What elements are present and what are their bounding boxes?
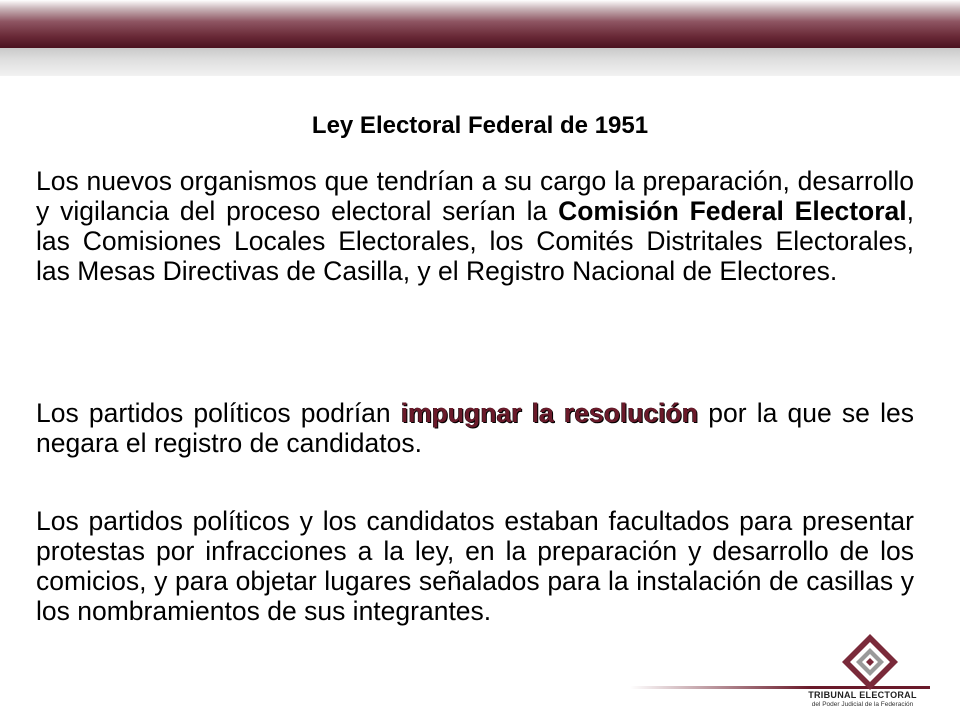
highlight-impugnar-resolucion: impugnar la resolución xyxy=(400,398,699,428)
paragraph-organismos xyxy=(36,166,914,286)
highlight-comision-federal-electoral: Comisión Federal Electoral xyxy=(558,196,907,226)
paragraph-impugnar-text-c: por la que se les negara el registro de candidatos. xyxy=(36,398,914,458)
logo-text-title: TRIBUNAL ELECTORAL xyxy=(808,690,917,700)
paragraph-impugnar-text-a: Los partidos políticos podrían xyxy=(36,398,401,428)
paragraph-organismos-text-c: , las Comisiones Locales Electorales, los Comités Distritales Electorales, las Mesas Directivas de Casilla, y el Registro Nacional de Electores. xyxy=(36,196,915,286)
paragraph-impugnar xyxy=(36,398,914,458)
logo-text-subtitle: del Poder Judicial de la Federación xyxy=(811,701,914,708)
paragraph-organismos-text-a: Los nuevos organismos que tendrían a su cargo la preparación, desarrollo y vigilancia del proceso electoral serían la xyxy=(36,166,914,226)
header-sub-band xyxy=(0,48,960,76)
slide-title: Ley Electoral Federal de 1951 xyxy=(311,112,649,139)
header-band xyxy=(0,0,960,48)
paragraph-protestas: Los partidos políticos y los candidatos estaban facultados para presentar protestas por infracciones a la ley, en la preparación y desarrollo de los comicios, y para objetar lugares señalados para la instalación de casillas y los nombramientos de sus integrantes. xyxy=(36,506,914,626)
